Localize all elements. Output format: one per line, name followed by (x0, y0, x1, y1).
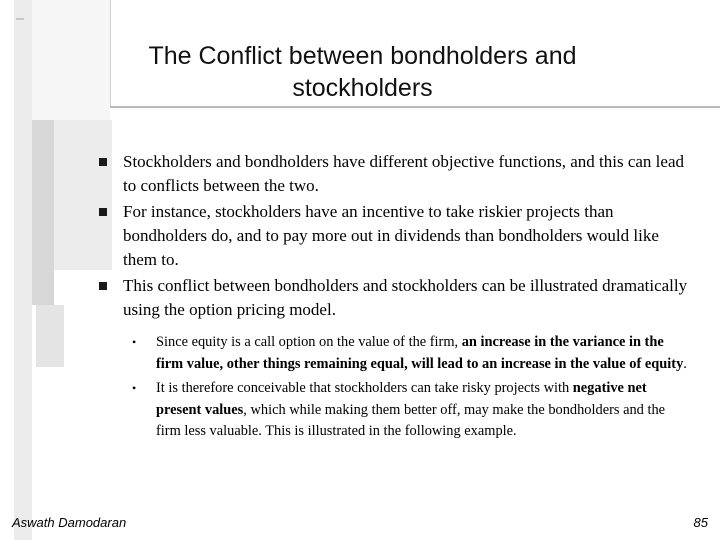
sub-bullet-emphasis: negative net present values (156, 380, 647, 418)
square-bullet-icon (99, 282, 107, 290)
sub-bullet-text: Since equity is a call option on the value of the firm, (156, 334, 462, 350)
decorative-bar-left (14, 0, 32, 540)
slide-title (110, 40, 615, 104)
title-divider-horizontal (110, 106, 720, 108)
corner-mark (16, 18, 24, 20)
bullet-item (96, 200, 696, 272)
sub-bullet-item (130, 378, 690, 443)
bullet-item (96, 274, 696, 322)
decorative-panel-top (20, 0, 110, 120)
bullet-text: For instance, stockholders have an incentive to take riskier projects than bondholders do, and to pay more out in dividends than bondholders would like them to. (123, 202, 659, 269)
bullet-text: Stockholders and bondholders have different objective functions, and this can lead to conflicts between the two. (123, 152, 684, 195)
dot-bullet-icon: • (132, 335, 137, 349)
sub-bullet-emphasis: an increase in the variance in the firm value, other things remaining equal, will lead to an increase in the value of equity (156, 334, 684, 372)
square-bullet-icon (99, 208, 107, 216)
sub-bullet-text: It is therefore conceivable that stockholders can take risky projects with (156, 380, 573, 396)
sub-bullet-text-end: , which while making them better off, may make the bondholders and the firm less valuable. This is illustrated in the following example. (156, 401, 666, 439)
sub-bullet-item (130, 332, 690, 375)
footer-page-number: 85 (693, 515, 708, 530)
slide-title-line-1: The Conflict between bondholders and (148, 42, 577, 70)
dot-bullet-icon: • (132, 381, 137, 395)
square-bullet-icon (99, 158, 107, 166)
bullet-item (96, 150, 696, 198)
decorative-bar-dark (32, 120, 54, 305)
main-bullet-list (96, 150, 696, 324)
decorative-bar-lower (36, 305, 64, 367)
slide-title-line-2: stockholders (292, 74, 433, 102)
sub-bullet-text-end: . (683, 355, 687, 372)
bullet-text: This conflict between bondholders and stockholders can be illustrated dramatically using the option pricing model. (123, 276, 688, 319)
sub-bullet-list (130, 332, 690, 446)
footer-author: Aswath Damodaran (12, 515, 127, 530)
